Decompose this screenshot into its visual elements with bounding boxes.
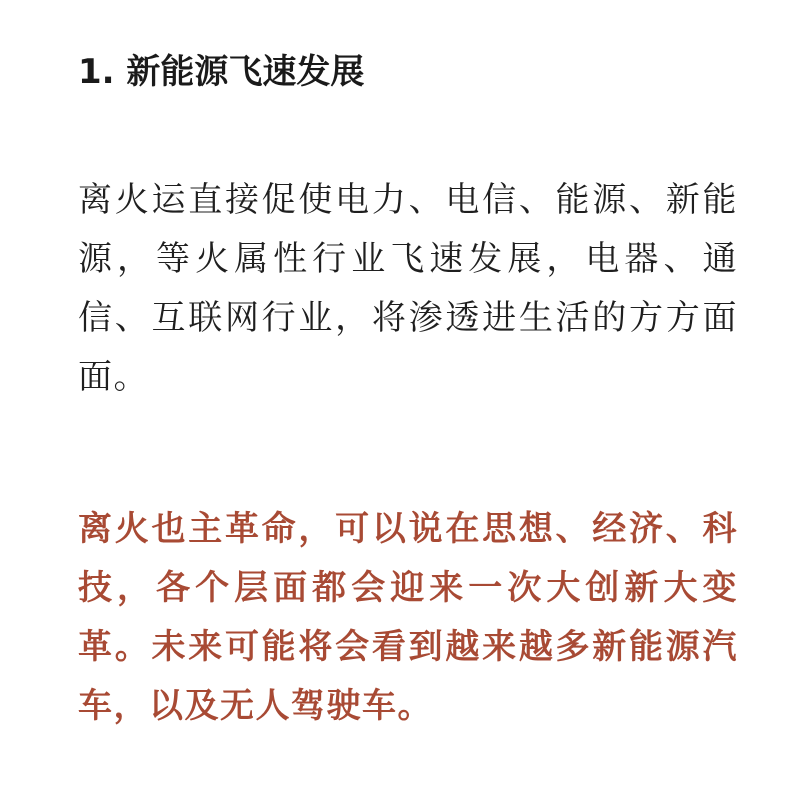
body-paragraph: 离火运直接促使电力、电信、能源、新能源，等火属性行业飞速发展，电器、通信、互联网行业，将渗透进生活的方方面面。: [78, 180, 738, 397]
section-heading: 1. 新能源飞速发展: [78, 52, 365, 92]
highlighted-paragraph: 离火也主革命，可以说在思想、经济、科技，各个层面都会迎来一次大创新大变革。未来可能将会看到越来越多新能源汽车，以及无人驾驶车。: [78, 509, 738, 726]
